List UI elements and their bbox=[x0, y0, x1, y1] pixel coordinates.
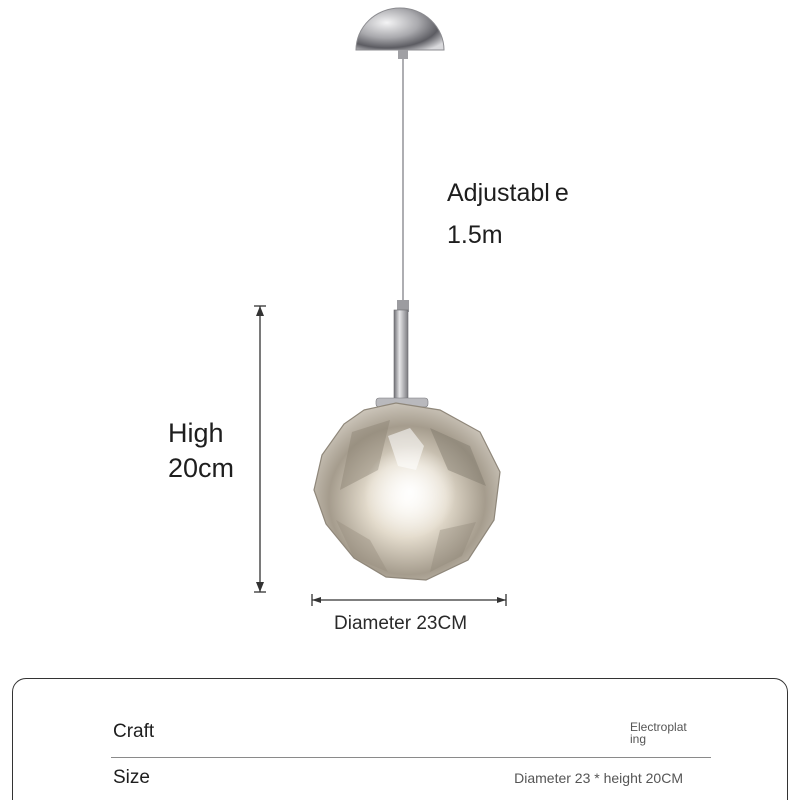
spec-card bbox=[12, 678, 788, 800]
height-value: 20cm bbox=[168, 453, 235, 483]
height-label: High bbox=[168, 418, 224, 448]
cable-length-value: 1.5m bbox=[447, 221, 503, 249]
height-dimension-line bbox=[254, 306, 266, 592]
spec-value-craft: Electroplating bbox=[630, 720, 687, 746]
spec-key-size: Size bbox=[113, 767, 150, 788]
spec-value-size: Diameter 23 * height 20CM bbox=[514, 770, 683, 786]
lamp-stem bbox=[376, 300, 428, 407]
glass-shade bbox=[314, 403, 500, 580]
spec-row-size bbox=[111, 757, 711, 800]
spec-key-craft: Craft bbox=[113, 721, 155, 742]
ceiling-canopy bbox=[356, 8, 444, 59]
diameter-label: Diameter 23CM bbox=[334, 613, 468, 634]
spec-row-craft bbox=[111, 703, 711, 758]
diameter-dimension-line bbox=[312, 594, 506, 606]
cable-length-label: Adjustabl e bbox=[447, 179, 569, 207]
